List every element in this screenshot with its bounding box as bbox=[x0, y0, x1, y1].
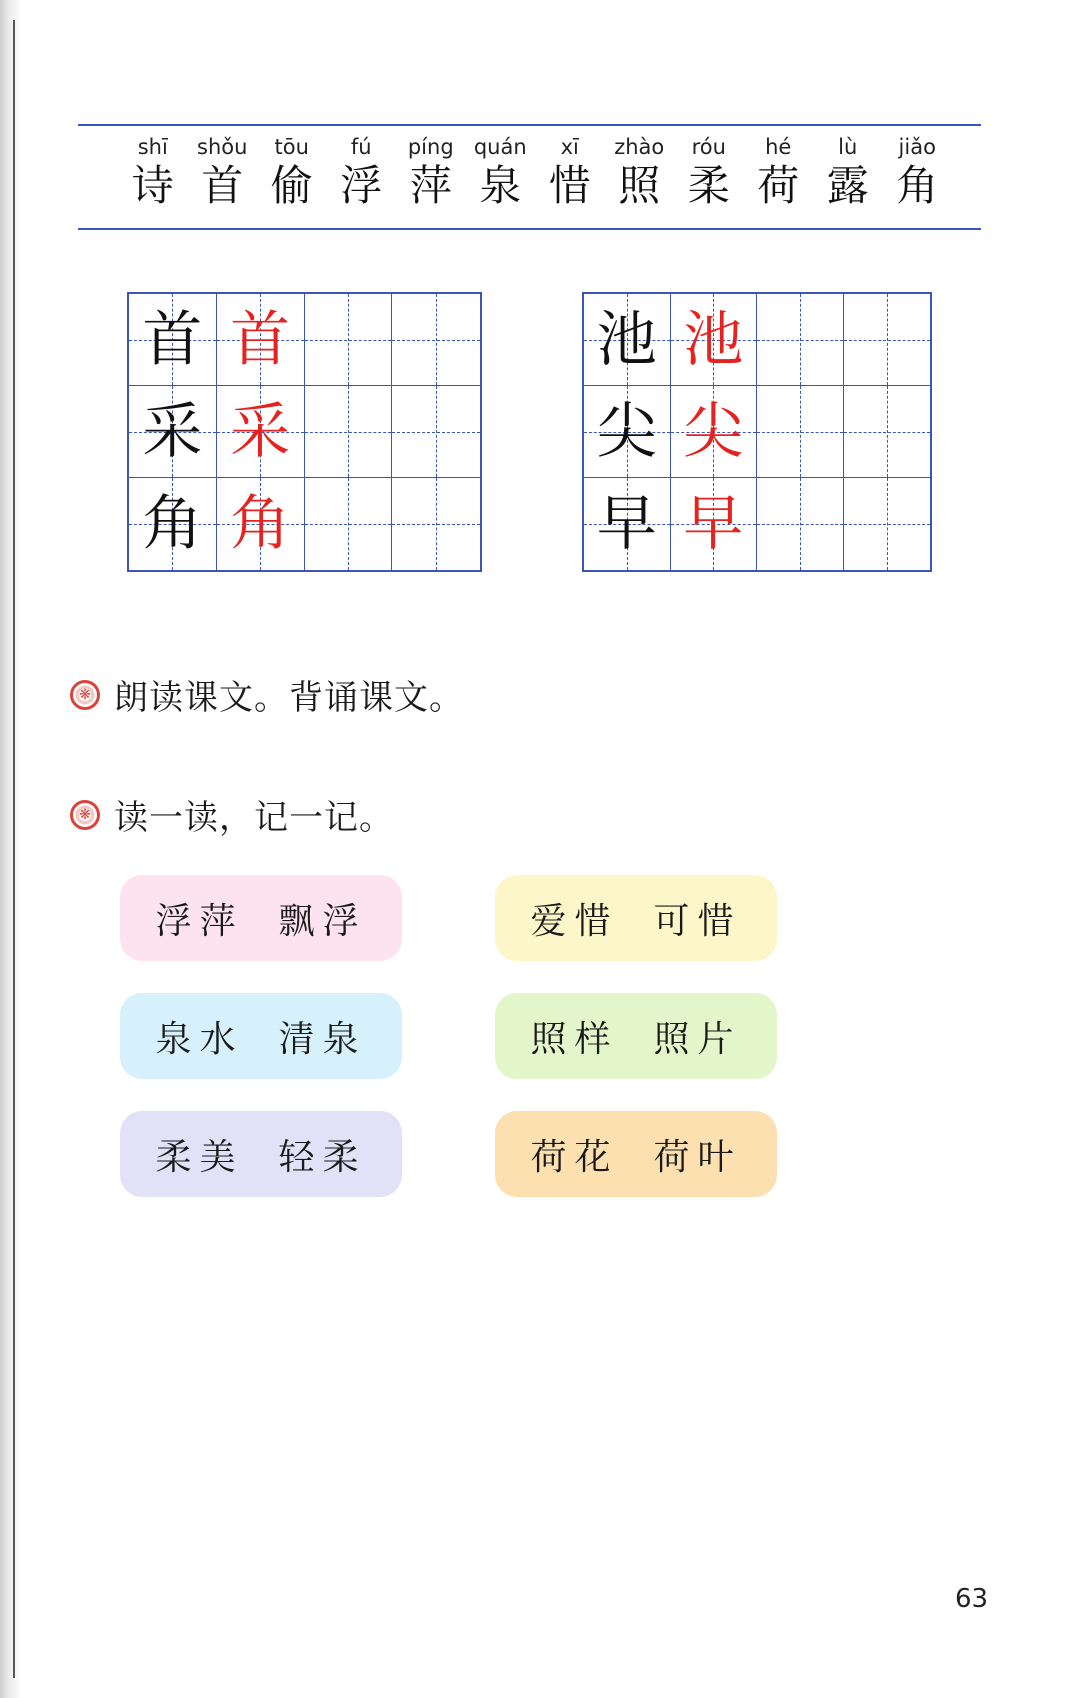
word: 荷花 bbox=[530, 1136, 619, 1178]
grid-cell-empty[interactable] bbox=[305, 294, 393, 386]
word-pair-card bbox=[120, 993, 402, 1079]
trace-character: 首 bbox=[230, 304, 291, 375]
pinyin: quán bbox=[473, 135, 527, 159]
grid-cell bbox=[129, 294, 217, 386]
grid-cell-empty[interactable] bbox=[757, 386, 844, 478]
grid-cell bbox=[217, 294, 305, 386]
grid-cell bbox=[584, 478, 671, 570]
vocab-item bbox=[188, 134, 258, 212]
grid-cell-empty[interactable] bbox=[305, 386, 393, 478]
vocab-item bbox=[744, 134, 814, 212]
word: 清泉 bbox=[278, 1018, 367, 1060]
word: 浮萍 bbox=[155, 900, 244, 942]
word-pair-card bbox=[495, 875, 777, 961]
hanzi: 偷 bbox=[270, 161, 313, 210]
word-pair-card bbox=[120, 875, 402, 961]
hanzi: 浮 bbox=[340, 161, 383, 210]
exercise-read-remember bbox=[70, 790, 394, 839]
pinyin: fú bbox=[350, 135, 372, 159]
grid-cell bbox=[217, 386, 305, 478]
word: 泉水 bbox=[155, 1018, 244, 1060]
word-pair-card bbox=[495, 993, 777, 1079]
vocabulary-list bbox=[118, 134, 952, 212]
pinyin: zhào bbox=[614, 135, 665, 159]
vocab-item bbox=[883, 134, 953, 212]
grid-cell-empty[interactable] bbox=[844, 386, 931, 478]
hanzi: 露 bbox=[826, 161, 869, 210]
model-character: 角 bbox=[142, 489, 203, 559]
grid-cell-empty[interactable] bbox=[757, 478, 844, 570]
seal-icon: ❋ bbox=[70, 680, 100, 710]
hanzi: 照 bbox=[618, 161, 661, 210]
word: 可惜 bbox=[653, 900, 742, 942]
vocab-item bbox=[535, 134, 605, 212]
model-character: 尖 bbox=[596, 396, 657, 467]
hanzi: 角 bbox=[896, 161, 939, 210]
grid-cell bbox=[671, 294, 758, 386]
model-character: 采 bbox=[142, 396, 203, 467]
trace-character: 尖 bbox=[683, 396, 744, 467]
book-spine-shadow bbox=[0, 0, 22, 1698]
word: 飘浮 bbox=[278, 900, 367, 942]
hanzi: 首 bbox=[201, 161, 244, 210]
trace-character: 早 bbox=[683, 489, 744, 559]
writing-grid-right bbox=[582, 292, 932, 572]
grid-cell bbox=[217, 478, 305, 570]
hanzi: 柔 bbox=[687, 161, 730, 210]
hanzi: 惜 bbox=[548, 161, 591, 210]
grid-cell bbox=[671, 478, 758, 570]
vocab-item bbox=[327, 134, 397, 212]
vocab-item bbox=[674, 134, 744, 212]
vocab-item bbox=[396, 134, 466, 212]
word: 爱惜 bbox=[530, 900, 619, 942]
grid-cell bbox=[584, 294, 671, 386]
exercise-instruction: 朗读课文。背诵课文。 bbox=[114, 678, 464, 718]
model-character: 早 bbox=[596, 489, 657, 559]
pinyin: tōu bbox=[274, 135, 309, 159]
trace-character: 采 bbox=[230, 396, 291, 467]
word-pair-card bbox=[120, 1111, 402, 1197]
trace-character: 池 bbox=[683, 304, 744, 375]
vocabulary-band bbox=[78, 124, 981, 230]
grid-cell-empty[interactable] bbox=[392, 386, 480, 478]
word: 照片 bbox=[653, 1018, 742, 1060]
grid-cell-empty[interactable] bbox=[305, 478, 393, 570]
hanzi: 萍 bbox=[409, 161, 452, 210]
book-spine-line bbox=[13, 20, 15, 1678]
vocab-item bbox=[605, 134, 675, 212]
pinyin: shī bbox=[137, 135, 168, 159]
word-pair-card bbox=[495, 1111, 777, 1197]
hanzi: 诗 bbox=[131, 161, 174, 210]
word: 照样 bbox=[530, 1018, 619, 1060]
pinyin: jiǎo bbox=[898, 135, 936, 159]
vocab-item bbox=[466, 134, 536, 212]
pinyin: xī bbox=[560, 135, 579, 159]
grid-cell-empty[interactable] bbox=[392, 478, 480, 570]
grid-cell-empty[interactable] bbox=[844, 478, 931, 570]
vocab-item bbox=[118, 134, 188, 212]
exercise-instruction: 读一读，记一记。 bbox=[114, 798, 394, 838]
pinyin: lù bbox=[838, 135, 858, 159]
trace-character: 角 bbox=[230, 489, 291, 559]
exercise-read-recite bbox=[70, 670, 464, 719]
grid-cell bbox=[129, 478, 217, 570]
pinyin: hé bbox=[765, 135, 792, 159]
page-number: 63 bbox=[955, 1584, 989, 1614]
grid-cell bbox=[671, 386, 758, 478]
grid-cell-empty[interactable] bbox=[844, 294, 931, 386]
grid-cell-empty[interactable] bbox=[392, 294, 480, 386]
pinyin: shǒu bbox=[197, 135, 248, 159]
seal-icon: ❋ bbox=[70, 800, 100, 830]
model-character: 首 bbox=[142, 304, 203, 375]
vocab-item bbox=[813, 134, 883, 212]
hanzi: 荷 bbox=[757, 161, 800, 210]
writing-grid-left bbox=[127, 292, 482, 572]
pinyin: píng bbox=[407, 135, 454, 159]
grid-cell-empty[interactable] bbox=[757, 294, 844, 386]
word: 柔美 bbox=[155, 1136, 244, 1178]
grid-cell bbox=[584, 386, 671, 478]
vocab-item bbox=[257, 134, 327, 212]
model-character: 池 bbox=[596, 304, 657, 375]
word: 荷叶 bbox=[653, 1136, 742, 1178]
word: 轻柔 bbox=[278, 1136, 367, 1178]
hanzi: 泉 bbox=[479, 161, 522, 210]
grid-cell bbox=[129, 386, 217, 478]
pinyin: róu bbox=[691, 135, 726, 159]
